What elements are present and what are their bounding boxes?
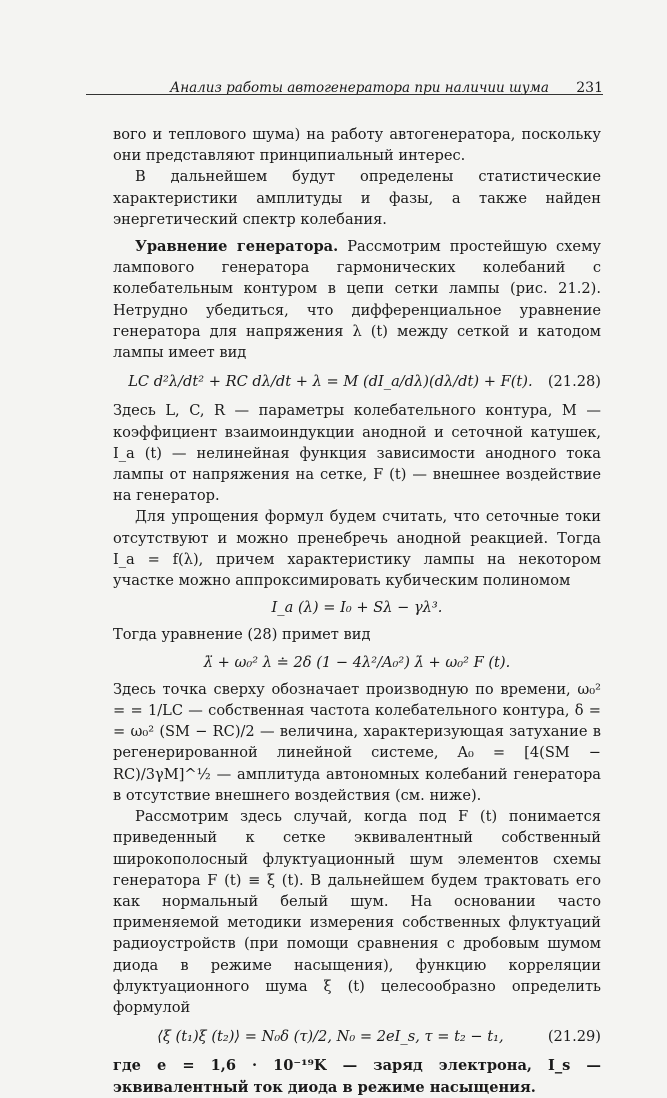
paragraph: В дальнейшем будут определены статистические характеристики амплитуды и фазы, а также найден энергетический спектр колебания.	[113, 168, 601, 228]
equation-label: (21.28)	[547, 373, 601, 391]
header-rule	[86, 94, 603, 95]
paragraph: Для упрощения формул будем считать, что сеточные токи отсутствуют и можно пренебречь анодной реакцией. Тогда I_a = f(λ), причем характеристику лампы на некотором участке можно аппроксимировать кубическим полиномом	[113, 508, 601, 590]
paragraph-text: Рассмотрим простейшую схему лампового генератора гармонических колебаний с колебательным контуром в цепи сетки лампы (рис. 21.2). Нетрудно убедиться, что дифференциальное уравнение генератора для напряжения λ (t) между сеткой и катодом лампы имеет вид	[113, 238, 602, 362]
section-lead: Уравнение генератора.	[135, 238, 339, 256]
running-header	[88, 70, 603, 96]
equation-polynomial: I_a (λ) = I₀ + Sλ − γλ³.	[271, 599, 443, 617]
paragraph: где e = 1,6 · 10⁻¹⁹K — заряд электрона, I_s — эквивалентный ток диода в режиме насыщения.	[113, 1057, 601, 1096]
paragraph	[113, 236, 601, 363]
body-text	[113, 124, 601, 1098]
running-title: Анализ работы автогенератора при наличии шума	[170, 80, 549, 96]
equation-label: (21.29)	[547, 1028, 601, 1046]
paragraph: Тогда уравнение (28) примет вид	[113, 626, 371, 644]
paragraph: Здесь точка сверху обозначает производную по времени, ω₀² = = 1/LC — собственная частота колебательного контура, δ = = ω₀² (SM − RC)/2 — величина, характеризующая затухание в регенерированной линейной системе, A₀ = [4(SM − RC)/3γM]^½ — амплитуда автономных колебаний генератора в отсутствие внешнего воздействия (см. ниже).	[113, 680, 601, 804]
paragraph: Рассмотрим здесь случай, когда под F (t) понимается приведенный к сетке эквивалентный собственный широкополосный флуктуационный шум элементов схемы генератора F (t) ≡ ξ (t). В дальнейшем будем трактовать его как нормальный белый шум. На основании часто применяемой методики измерения собственных флуктуаций радиоустройств (при помощи сравнения с дробовым шумом диода в режиме насыщения), функцию корреляции флуктуационного шума ξ (t) целесообразно определить формулой	[113, 808, 601, 1016]
equation-generator: λ̈ + ω₀² λ ≐ 2δ (1 − 4λ²/A₀²) λ̇ + ω₀² F (t).	[203, 653, 511, 671]
equation-21-28	[113, 371, 601, 392]
equation-formula: ⟨ξ (t₁)ξ (t₂)⟩ = N₀δ (τ)/2, N₀ = 2eI_s, τ = t₂ − t₁,	[157, 1028, 504, 1046]
page-number: 231	[576, 80, 603, 96]
paragraph: вого и теплового шума) на работу автогенератора, поскольку они представляют принципиальный интерес.	[113, 126, 601, 165]
equation-formula: LC d²λ/dt² + RC dλ/dt + λ = M (dI_a/dλ)(dλ/dt) + F(t).	[128, 373, 533, 391]
paragraph: Здесь L, C, R — параметры колебательного контура, M — коэффициент взаимоиндукции анодной и сеточной катушек, I_a (t) — нелинейная функция зависимости анодного тока лампы от напряжения на сетке, F (t) — внешнее воздействие на генератор.	[113, 402, 601, 505]
equation-21-29	[113, 1026, 601, 1047]
